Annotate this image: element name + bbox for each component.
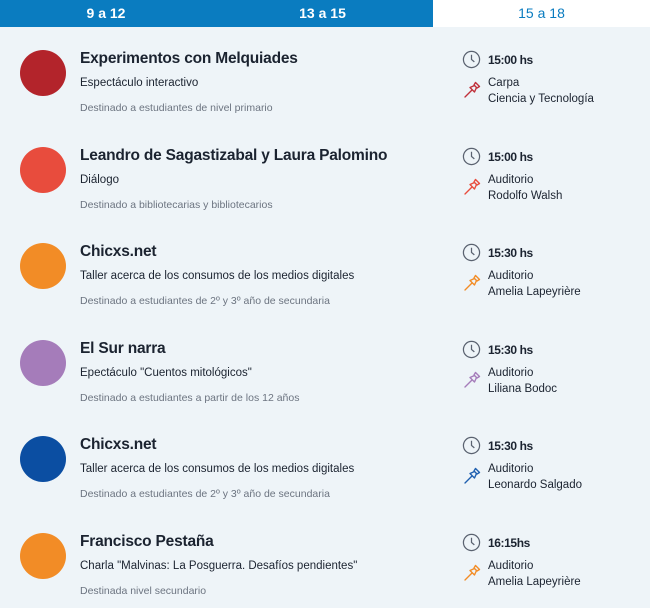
- event-item[interactable]: [0, 414, 650, 511]
- event-title: Francisco Pestaña: [80, 533, 214, 550]
- map-pin-icon: [462, 466, 482, 486]
- event-type: Taller acerca de los consumos de los medios digitales: [80, 270, 355, 282]
- event-color-dot: [20, 243, 66, 289]
- event-type: Epectáculo "Cuentos mitológicos": [80, 367, 252, 379]
- map-pin-icon: [462, 370, 482, 390]
- event-room: Amelia Lapeyrière: [488, 576, 581, 588]
- event-room: Amelia Lapeyrière: [488, 286, 581, 298]
- event-color-dot: [20, 533, 66, 579]
- event-type: Charla "Malvinas: La Posguerra. Desafíos pendientes": [80, 560, 358, 572]
- clock-icon: [462, 50, 481, 69]
- event-time: 15:30 hs: [488, 246, 533, 260]
- event-audience: Destinado a estudiantes de nivel primario: [80, 102, 273, 114]
- event-venue: Auditorio: [488, 367, 534, 379]
- tab-13-a-15[interactable]: 13 a 15: [212, 0, 433, 27]
- event-type: Taller acerca de los consumos de los medios digitales: [80, 463, 355, 475]
- clock-icon: [462, 147, 481, 166]
- clock-icon: [462, 340, 481, 359]
- event-time: 15:30 hs: [488, 439, 533, 453]
- event-item[interactable]: [0, 221, 650, 318]
- event-audience: Destinado a estudiantes de 2º y 3º año de secundaria: [80, 488, 330, 500]
- event-type: Diálogo: [80, 174, 119, 186]
- event-time: 15:30 hs: [488, 343, 533, 357]
- event-room: Ciencia y Tecnología: [488, 93, 594, 105]
- tab-15-a-18[interactable]: 15 a 18: [433, 0, 650, 27]
- event-venue: Auditorio: [488, 174, 534, 186]
- event-color-dot: [20, 147, 66, 193]
- map-pin-icon: [462, 177, 482, 197]
- event-item[interactable]: [0, 318, 650, 415]
- clock-icon: [462, 243, 481, 262]
- event-audience: Destinado a estudiantes de 2º y 3º año de secundaria: [80, 295, 330, 307]
- age-tabs: [0, 0, 650, 28]
- event-title: Chicxs.net: [80, 436, 157, 453]
- event-title: El Sur narra: [80, 340, 166, 357]
- event-audience: Destinado a bibliotecarias y bibliotecarios: [80, 199, 273, 211]
- event-venue: Auditorio: [488, 560, 534, 572]
- event-room: Rodolfo Walsh: [488, 190, 563, 202]
- event-room: Leonardo Salgado: [488, 479, 582, 491]
- event-room: Liliana Bodoc: [488, 383, 558, 395]
- event-time: 15:00 hs: [488, 53, 533, 67]
- event-time: 16:15hs: [488, 536, 530, 550]
- event-time: 15:00 hs: [488, 150, 533, 164]
- event-title: Chicxs.net: [80, 243, 157, 260]
- event-audience: Destinado a estudiantes a partir de los 12 años: [80, 392, 300, 404]
- map-pin-icon: [462, 273, 482, 293]
- event-item[interactable]: [0, 511, 650, 608]
- event-color-dot: [20, 436, 66, 482]
- event-venue: Auditorio: [488, 270, 534, 282]
- event-item[interactable]: [0, 125, 650, 222]
- clock-icon: [462, 436, 481, 455]
- event-type: Espectáculo interactivo: [80, 77, 199, 89]
- event-audience: Destinada nivel secundario: [80, 585, 207, 597]
- clock-icon: [462, 533, 481, 552]
- event-color-dot: [20, 340, 66, 386]
- tab-9-a-12[interactable]: 9 a 12: [0, 0, 212, 27]
- event-color-dot: [20, 50, 66, 96]
- event-venue: Carpa: [488, 77, 520, 89]
- event-venue: Auditorio: [488, 463, 534, 475]
- event-title: Leandro de Sagastizabal y Laura Palomino: [80, 147, 388, 164]
- event-item[interactable]: [0, 28, 650, 125]
- map-pin-icon: [462, 563, 482, 583]
- event-title: Experimentos con Melquiades: [80, 50, 298, 67]
- map-pin-icon: [462, 80, 482, 100]
